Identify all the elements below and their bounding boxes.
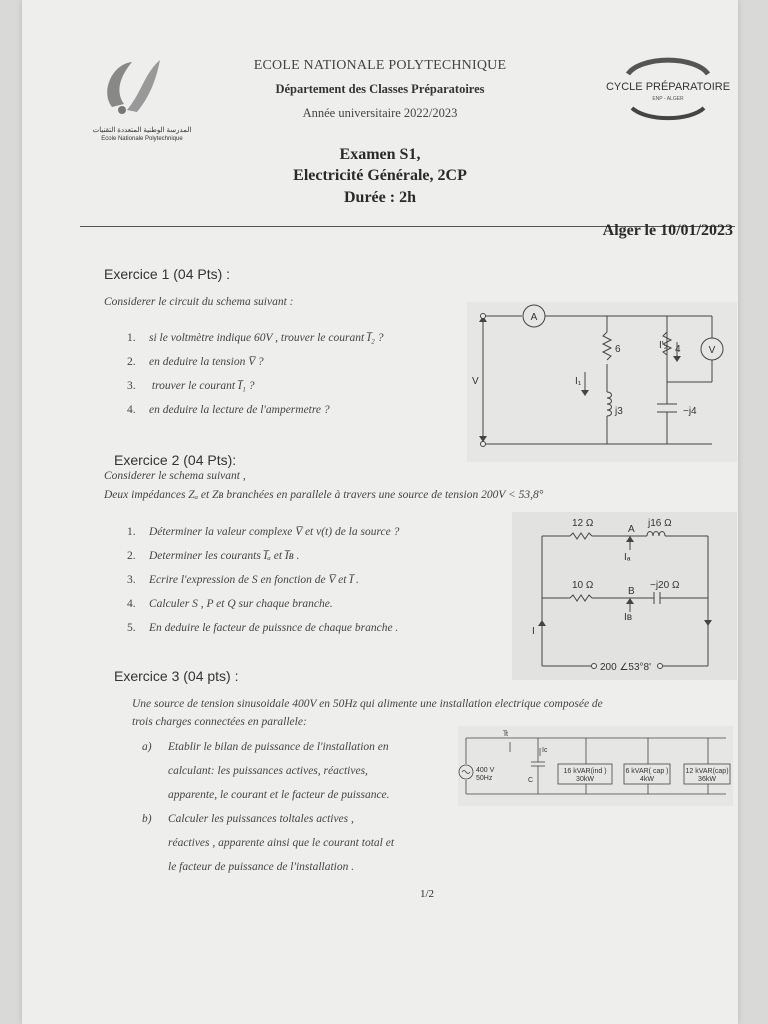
r2-label: 4 bbox=[675, 344, 681, 355]
school-name: ECOLE NATIONALE POLYTECHNIQUE bbox=[253, 58, 507, 73]
load3-p-label: 36kW bbox=[698, 776, 716, 783]
ex1-circuit-diagram bbox=[467, 302, 737, 462]
ex3-b-line2: réactives , apparente ainsi que le courant total et bbox=[168, 837, 395, 849]
logo-arabic-text: المدرسة الوطنية المتعددة التقنيات bbox=[92, 127, 192, 134]
ex3-b-line3: le facteur de puissance de l'installation . bbox=[168, 861, 355, 873]
list-item: 2. en deduire la tension V̅ ? bbox=[127, 356, 264, 368]
i1-label: I₁ bbox=[575, 376, 582, 387]
it-label: I̅t bbox=[504, 731, 508, 738]
source-voltage-label: V bbox=[472, 376, 479, 387]
node-a-label: A bbox=[628, 524, 635, 535]
ex2-intro-2: Deux impédances Zₐ et Zʙ branchées en parallele à travers une source de tension 200V < 53,8° bbox=[104, 489, 544, 501]
load2-p-label: 4kW bbox=[640, 776, 654, 783]
list-item: 4. Calculer S , P et Q sur chaque branche. bbox=[127, 598, 333, 610]
ex2-questions bbox=[127, 526, 399, 646]
ex3-a-line3: apparente, le courant et le facteur de puissance. bbox=[168, 789, 390, 801]
ib-label: Iʙ bbox=[624, 612, 633, 623]
cycle-prep-text: CYCLE PRÉPARATOIRE bbox=[605, 81, 731, 93]
list-item: 4. en deduire la lecture de l'ampermetre ? bbox=[127, 404, 330, 416]
ex1-title: Exercice 1 (04 Pts) : bbox=[104, 266, 231, 282]
exam-duration: Durée : 2h bbox=[344, 189, 416, 206]
exam-date: Alger le 10/01/2023 bbox=[602, 222, 733, 239]
x-a-label: j16 Ω bbox=[648, 518, 672, 529]
node-b-label: B bbox=[628, 586, 635, 597]
load1-q-label: 16 kVAR(ind ) bbox=[563, 768, 607, 775]
capacitor-c-label: C bbox=[528, 777, 534, 784]
logo-latin-text: Ecole Nationale Polytechnique bbox=[101, 136, 183, 142]
cycle-prep-logo bbox=[598, 52, 738, 132]
ex3-b-label: b) bbox=[142, 813, 152, 825]
x-b-label: −j20 Ω bbox=[650, 580, 680, 591]
ia-label: Iₐ bbox=[624, 552, 631, 563]
list-item: 1. si le voltmètre indique 60V , trouver le courant I̅₂ ? bbox=[127, 332, 384, 344]
department-name: Département des Classes Préparatoires bbox=[275, 82, 485, 96]
load2-q-label: 6 kVAR( cap ) bbox=[625, 768, 669, 775]
source-label: 200 ∠53°8' bbox=[600, 662, 652, 673]
i2-label: I'₂ bbox=[659, 340, 668, 351]
exam-title: Examen S1, bbox=[339, 146, 421, 163]
load3-q-label: 12 kVAR(cap) bbox=[685, 768, 729, 775]
exam-subject: Electricité Générale, 2CP bbox=[293, 167, 467, 184]
list-item: 5. En deduire le facteur de puissnce de chaque branche . bbox=[127, 622, 399, 634]
list-item: 3. trouver le courant I̅₁ ? bbox=[127, 380, 255, 392]
ex2-title: Exercice 2 (04 Pts): bbox=[114, 452, 237, 468]
ic-label: Ic bbox=[542, 747, 548, 754]
i-label: I bbox=[532, 626, 535, 637]
ex2-circuit-diagram bbox=[512, 512, 737, 680]
enp-alger-text: ENP - ALGER bbox=[652, 96, 684, 102]
src-freq-label: 50Hz bbox=[476, 775, 493, 782]
ex3-a-line2: calculant: les puissances actives, réactives, bbox=[168, 765, 368, 777]
voltmeter-label: V bbox=[708, 345, 716, 356]
ex3-installation-diagram bbox=[458, 726, 733, 806]
list-item: 3. Ecrire l'expression de S en fonction de V̅ et I̅ . bbox=[127, 574, 359, 586]
r1-label: 6 bbox=[615, 344, 621, 355]
ex1-questions bbox=[127, 332, 384, 428]
ex3-intro-1: Une source de tension sinusoidale 400V en 50Hz qui alimente une installation electrique composée de bbox=[132, 698, 603, 710]
r-a-label: 12 Ω bbox=[572, 518, 594, 529]
list-item: 2. Determiner les courants I̅ₐ et I̅ʙ . bbox=[127, 550, 300, 562]
inductor-label: j3 bbox=[615, 406, 623, 417]
ammeter-label: A bbox=[530, 312, 538, 323]
r-b-label: 10 Ω bbox=[572, 580, 594, 591]
ex2-intro-1: Considerer le schema suivant , bbox=[104, 470, 246, 482]
ex3-b-line1: Calculer les puissances toltales actives , bbox=[168, 813, 354, 825]
ex1-intro: Considerer le circuit du schema suivant : bbox=[104, 296, 294, 308]
src-voltage-label: 400 V bbox=[476, 767, 495, 774]
load1-p-label: 30kW bbox=[576, 776, 594, 783]
academic-year: Année universitaire 2022/2023 bbox=[302, 106, 458, 120]
capacitor-label: −j4 bbox=[683, 406, 697, 417]
ex3-a-label: a) bbox=[142, 741, 152, 753]
exam-page bbox=[22, 0, 738, 1024]
page-number: 1/2 bbox=[420, 888, 435, 900]
ex3-intro-2: trois charges connectées en parallele: bbox=[132, 716, 307, 728]
ex3-a-line1: Etablir le bilan de puissance de l'installation en bbox=[168, 741, 389, 753]
ex3-title: Exercice 3 (04 pts) : bbox=[114, 668, 239, 684]
list-item: 1. Déterminer la valeur complexe V̅ et v(t) de la source ? bbox=[127, 526, 400, 538]
